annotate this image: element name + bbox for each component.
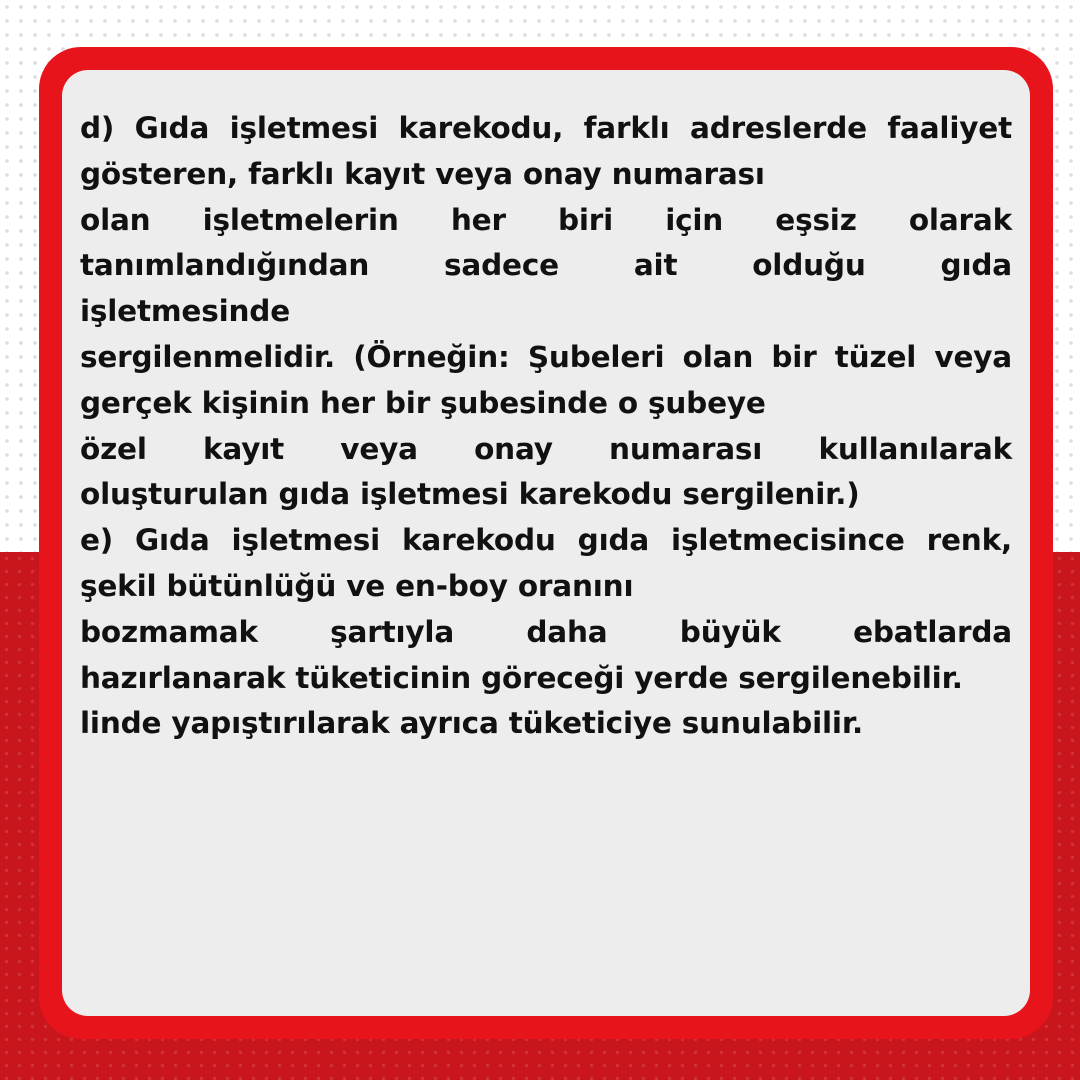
text-line: linde yapıştırılarak ayrıca tüketiciye sunulabilir. (80, 706, 863, 741)
text-line: e) Gıda işletmesi karekodu gıda işletmecisince renk, (80, 523, 1012, 558)
text-line: olan işletmelerin her biri için eşsiz olarak (80, 202, 1012, 237)
text-line: oluşturulan gıda işletmesi karekodu sergilenir.) (80, 477, 860, 512)
text-line: sergilenmelidir. (Örneğin: Şubeleri olan bir tüzel veya (80, 339, 1012, 374)
text-line: özel kayıt veya onay numarası kullanılarak (80, 431, 1012, 466)
text-line: tanımlandığından sadece ait olduğu gıda (80, 248, 1012, 283)
text-line: hazırlanarak tüketicinin göreceği yerde sergilenebilir. (80, 660, 963, 695)
text-line: şekil bütünlüğü ve en-boy oranını (80, 568, 634, 603)
text-line: gerçek kişinin her bir şubesinde o şubeye (80, 385, 766, 420)
regulation-text (80, 106, 1012, 747)
text-line: d) Gıda işletmesi karekodu, farklı adreslerde faaliyet (80, 111, 1012, 145)
text-line: gösteren, farklı kayıt veya onay numarası (80, 156, 765, 191)
text-line: işletmesinde (80, 294, 291, 329)
text-line: bozmamak şartıyla daha büyük ebatlarda (80, 614, 1012, 649)
